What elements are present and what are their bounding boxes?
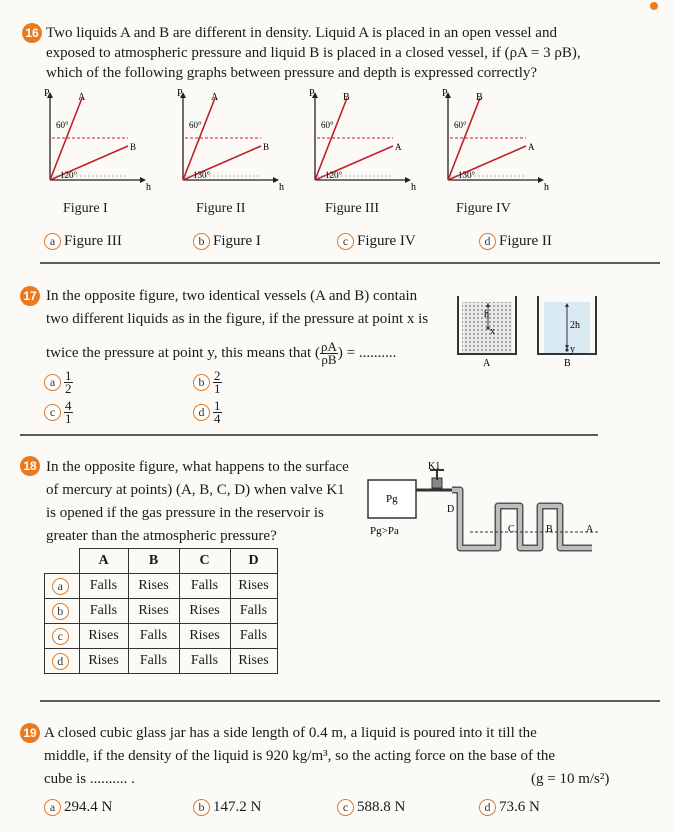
shallow-line-label: B xyxy=(263,142,270,152)
table-cell: Rises xyxy=(230,574,277,599)
graph-title-1: Figure I xyxy=(63,201,108,216)
choice-text: Figure I xyxy=(213,233,261,249)
axis-p-label: P xyxy=(442,88,448,99)
graph-figure-1 xyxy=(44,88,151,193)
choice-letter: b xyxy=(193,233,210,250)
choice-text: 147.2 N xyxy=(213,799,262,815)
choice-text: 294.4 N xyxy=(64,799,113,815)
table-header: B xyxy=(128,549,179,574)
point-b: B xyxy=(546,524,553,535)
table-header: A xyxy=(79,549,128,574)
q16-text-line-3: which of the following graphs between pressure and depth is expressed correctly? xyxy=(46,65,538,81)
choice-letter: c xyxy=(44,404,61,421)
choice-fraction: $\frac{1}{2}$ xyxy=(65,368,72,396)
axis-h-label: h xyxy=(279,182,284,193)
table-cell: Rises xyxy=(179,624,230,649)
table-cell: Rises xyxy=(230,649,277,674)
q19-given: (g = 10 m/s²) xyxy=(531,771,610,787)
graph-figure-3 xyxy=(309,88,416,193)
vessel-b-label: B xyxy=(564,358,571,369)
label-x: x xyxy=(490,326,495,337)
choice-letter: c xyxy=(337,233,354,250)
divider-18-19 xyxy=(40,700,660,702)
q19-choice-c[interactable] xyxy=(337,799,405,816)
q19-text-line-2: middle, if the density of the liquid is 920 kg/m³, so the acting force on the base of the xyxy=(44,748,556,764)
q18-text-line-3: is opened if the gas pressure in the reservoir is xyxy=(46,505,324,521)
q16-choice-c[interactable] xyxy=(337,233,416,250)
angle-bottom-label: 130° xyxy=(458,170,476,180)
table-cell: Falls xyxy=(179,574,230,599)
axis-h-label: h xyxy=(146,182,151,193)
table-cell: Rises xyxy=(79,649,128,674)
graph-title-4: Figure IV xyxy=(456,201,511,216)
choice-text: Figure IV xyxy=(357,233,416,249)
q18-text-line-1: In the opposite figure, what happens to the surface xyxy=(46,459,349,475)
table-cell: Falls xyxy=(179,649,230,674)
choice-text: Figure III xyxy=(64,233,122,249)
q17-text-line-3-main: twice the pressure at point y, this means that xyxy=(46,344,312,361)
q17-text-line-3: twice the pressure at point y, this means that ( $\frac{\rho A}{\rho B}$ ) = .......... xyxy=(46,339,397,367)
choice-letter: d xyxy=(479,233,496,250)
choice-letter: b xyxy=(193,799,210,816)
table-cell: Rises xyxy=(128,599,179,624)
q19-choice-a[interactable] xyxy=(44,799,112,816)
choice-letter: b xyxy=(52,603,69,620)
choice-letter: d xyxy=(52,653,69,670)
choice-letter: d xyxy=(193,404,210,421)
q16-choice-d[interactable] xyxy=(479,233,552,250)
graph-figure-4 xyxy=(442,88,549,193)
shallow-line-label: B xyxy=(130,142,137,152)
q17-ratio-tail: = .......... xyxy=(346,344,397,361)
q17-number: 17 xyxy=(20,286,40,306)
table-corner xyxy=(45,549,80,574)
axis-p-label: P xyxy=(44,88,50,99)
choice-letter: a xyxy=(44,233,61,250)
steep-line-label: A xyxy=(211,92,219,103)
choice-text: 73.6 N xyxy=(499,799,540,815)
table-row-c[interactable] xyxy=(45,624,278,649)
graph-figure-2 xyxy=(177,88,284,193)
vessel-b xyxy=(538,296,596,354)
q17-ratio: $\frac{\rho A}{\rho B}$ xyxy=(320,339,337,367)
table-row-d[interactable] xyxy=(45,649,278,674)
q17-choice-a[interactable] xyxy=(44,370,73,395)
choice-letter: b xyxy=(193,374,210,391)
q17-choice-b[interactable] xyxy=(193,370,222,395)
choice-letter: a xyxy=(52,578,69,595)
q17-choice-d[interactable] xyxy=(193,400,222,425)
corner-dot xyxy=(650,2,658,10)
vessel-a-label: A xyxy=(483,358,491,369)
q18-number: 18 xyxy=(20,456,40,476)
q17-text-line-1: In the opposite figure, two identical vessels (A and B) contain xyxy=(46,288,418,304)
angle-bottom-label: 120° xyxy=(60,170,78,180)
divider-17-18 xyxy=(20,434,598,436)
table-row-b[interactable] xyxy=(45,599,278,624)
row-letter xyxy=(45,574,80,599)
table-cell: Rises xyxy=(79,624,128,649)
label-2h: 2h xyxy=(570,320,580,331)
choice-text: Figure II xyxy=(499,233,552,249)
choice-fraction: $\frac{2}{1}$ xyxy=(214,368,221,396)
angle-bottom-label: 120° xyxy=(325,170,343,180)
table-cell: Falls xyxy=(128,649,179,674)
steep-line-label: B xyxy=(476,92,483,103)
choice-fraction: $\frac{1}{4}$ xyxy=(214,398,221,426)
q19-choice-b[interactable] xyxy=(193,799,261,816)
q16-choice-a[interactable] xyxy=(44,233,122,250)
gas-label: Pg xyxy=(386,493,398,505)
q18-manometer-figure xyxy=(360,462,610,562)
q16-number: 16 xyxy=(22,23,42,43)
graph-title-2: Figure II xyxy=(196,201,246,216)
q19-text-line-1: A closed cubic glass jar has a side length of 0.4 m, a liquid is poured into it till the xyxy=(44,725,537,741)
label-h: h xyxy=(484,309,489,320)
angle-top-label: 60° xyxy=(454,120,467,130)
choice-letter: a xyxy=(44,374,61,391)
q17-text-line-2: two different liquids as in the figure, if the pressure at point x is xyxy=(46,311,429,327)
axis-h-label: h xyxy=(544,182,549,193)
table-row-a[interactable] xyxy=(45,574,278,599)
table-cell: Falls xyxy=(79,574,128,599)
table-cell: Falls xyxy=(79,599,128,624)
angle-bottom-label: 130° xyxy=(193,170,211,180)
shallow-line-label: A xyxy=(395,142,402,152)
axis-h-label: h xyxy=(411,182,416,193)
q16-choice-b[interactable] xyxy=(193,233,261,250)
q18-answer-table xyxy=(44,548,278,674)
q18-text-line-2: of mercury at points) (A, B, C, D) when valve K1 xyxy=(46,482,345,498)
steep-line-label: A xyxy=(78,92,86,103)
choice-letter: c xyxy=(337,799,354,816)
axis-p-label: P xyxy=(177,88,183,99)
divider-16-17 xyxy=(40,262,660,264)
q17-choice-c[interactable] xyxy=(44,400,73,425)
q18-text-line-4: greater than the atmospheric pressure? xyxy=(46,528,277,544)
table-header-row xyxy=(45,549,278,574)
graph-title-3: Figure III xyxy=(325,201,380,216)
row-letter xyxy=(45,649,80,674)
table-cell: Falls xyxy=(230,599,277,624)
choice-text: 588.8 N xyxy=(357,799,406,815)
choice-letter: d xyxy=(479,799,496,816)
row-letter xyxy=(45,599,80,624)
choice-letter: a xyxy=(44,799,61,816)
label-y: y xyxy=(570,344,575,355)
choice-fraction: $\frac{4}{1}$ xyxy=(65,398,72,426)
q16-text-line-2: exposed to atmospheric pressure and liquid B is placed in a closed vessel, if (ρA = 3 ρB), xyxy=(46,45,581,61)
table-header: C xyxy=(179,549,230,574)
steep-line-label: B xyxy=(343,92,350,103)
axis-p-label: P xyxy=(309,88,315,99)
angle-top-label: 60° xyxy=(321,120,334,130)
table-header: D xyxy=(230,549,277,574)
choice-letter: c xyxy=(52,628,69,645)
gas-condition: Pg>Pa xyxy=(370,525,399,537)
q16-text-line-1: Two liquids A and B are different in density. Liquid A is placed in an open vessel and xyxy=(46,25,557,41)
point-a: A xyxy=(586,524,594,535)
table-cell: Falls xyxy=(128,624,179,649)
q19-number: 19 xyxy=(20,723,40,743)
table-cell: Rises xyxy=(179,599,230,624)
vessel-a xyxy=(458,296,516,354)
point-d: D xyxy=(447,504,455,515)
angle-top-label: 60° xyxy=(189,120,202,130)
point-c: C xyxy=(508,524,515,535)
table-cell: Falls xyxy=(230,624,277,649)
table-cell: Rises xyxy=(128,574,179,599)
q19-text-line-3: cube is .......... . xyxy=(44,771,135,787)
q17-vessels-figure xyxy=(452,292,602,372)
shallow-line-label: A xyxy=(528,142,535,152)
q16-graphs xyxy=(30,88,650,198)
valve-label: K1 xyxy=(428,462,441,472)
row-letter xyxy=(45,624,80,649)
q19-choice-d[interactable] xyxy=(479,799,540,816)
angle-top-label: 60° xyxy=(56,120,69,130)
